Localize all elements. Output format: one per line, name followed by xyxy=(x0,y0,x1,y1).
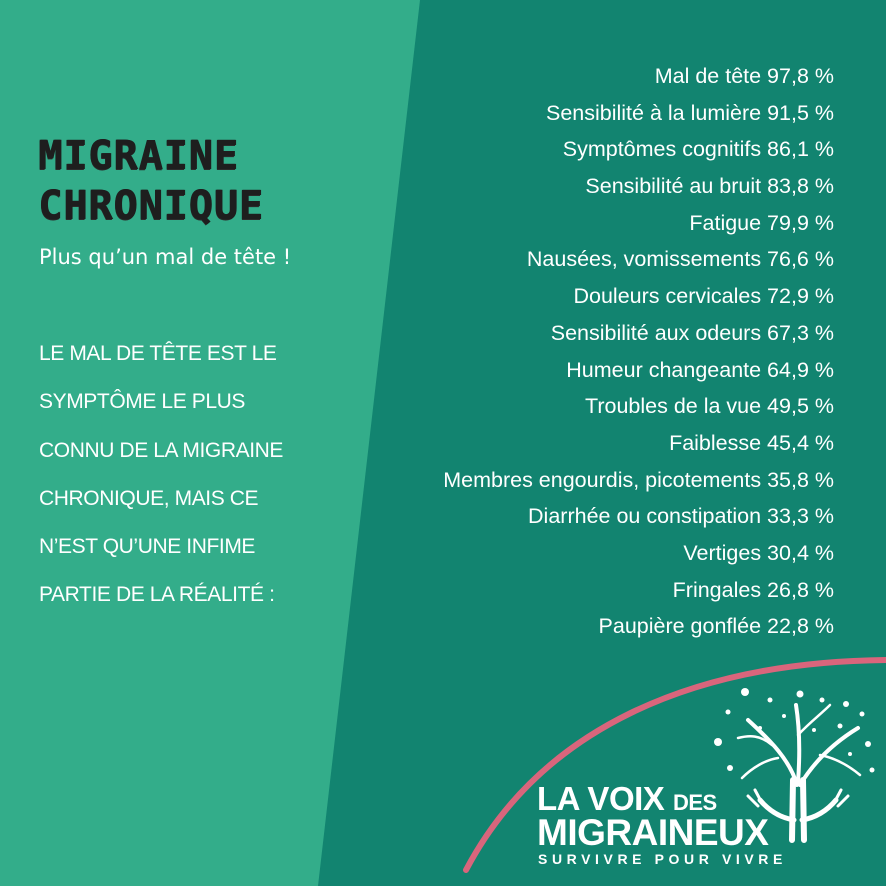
symptom-list xyxy=(443,58,834,645)
intro-line: SYMPTÔME LE PLUS xyxy=(39,390,245,414)
subtitle: Plus qu’un mal de tête ! xyxy=(39,245,292,269)
symptom-item: Fatigue 79,9 % xyxy=(689,210,834,235)
title-line-2: CHRONIQUE xyxy=(38,183,264,229)
symptom-item: Mal de tête 97,8 % xyxy=(654,64,834,88)
symptom-item: Sensibilité à la lumière 91,5 % xyxy=(545,100,834,125)
symptom-item: Humeur changeante 64,9 % xyxy=(566,357,834,382)
symptom-item: Troubles de la vue 49,5 % xyxy=(585,394,834,419)
logo-tagline: SURVIVRE POUR VIVRE xyxy=(538,851,787,867)
intro-line: LE MAL DE TÊTE EST LE xyxy=(39,342,277,365)
logo-line-1-small: DES xyxy=(672,790,717,815)
title-line-1: MIGRAINE xyxy=(38,133,239,179)
symptom-item: Membres engourdis, picotements 35,8 % xyxy=(443,467,834,492)
symptom-item: Faiblesse 45,4 % xyxy=(669,430,834,455)
logo-line-1 xyxy=(537,782,717,815)
logo-line-1-big: LA VOIX xyxy=(537,780,665,817)
intro-line: CONNU DE LA MIGRAINE xyxy=(39,438,284,462)
symptom-item: Sensibilité au bruit 83,8 % xyxy=(585,174,834,199)
symptom-item: Vertiges 30,4 % xyxy=(683,540,834,565)
intro-line: CHRONIQUE, MAIS CE xyxy=(39,486,259,510)
logo-line-2: MIGRAINEUX xyxy=(537,812,769,853)
symptom-item: Sensibilité aux odeurs 67,3 % xyxy=(550,320,834,345)
symptom-item: Paupière gonflée 22,8 % xyxy=(598,614,834,639)
symptom-item: Nausées, vomissements 76,6 % xyxy=(526,247,834,272)
intro-line: N’EST QU’UNE INFIME xyxy=(39,535,256,559)
intro-text xyxy=(39,336,369,626)
intro-line: PARTIE DE LA RÉALITÉ : xyxy=(39,583,275,607)
symptom-item: Douleurs cervicales 72,9 % xyxy=(573,284,834,309)
symptom-item: Diarrhée ou constipation 33,3 % xyxy=(528,504,834,529)
symptom-item: Symptômes cognitifs 86,1 % xyxy=(562,137,834,162)
symptom-item: Fringales 26,8 % xyxy=(672,577,834,602)
